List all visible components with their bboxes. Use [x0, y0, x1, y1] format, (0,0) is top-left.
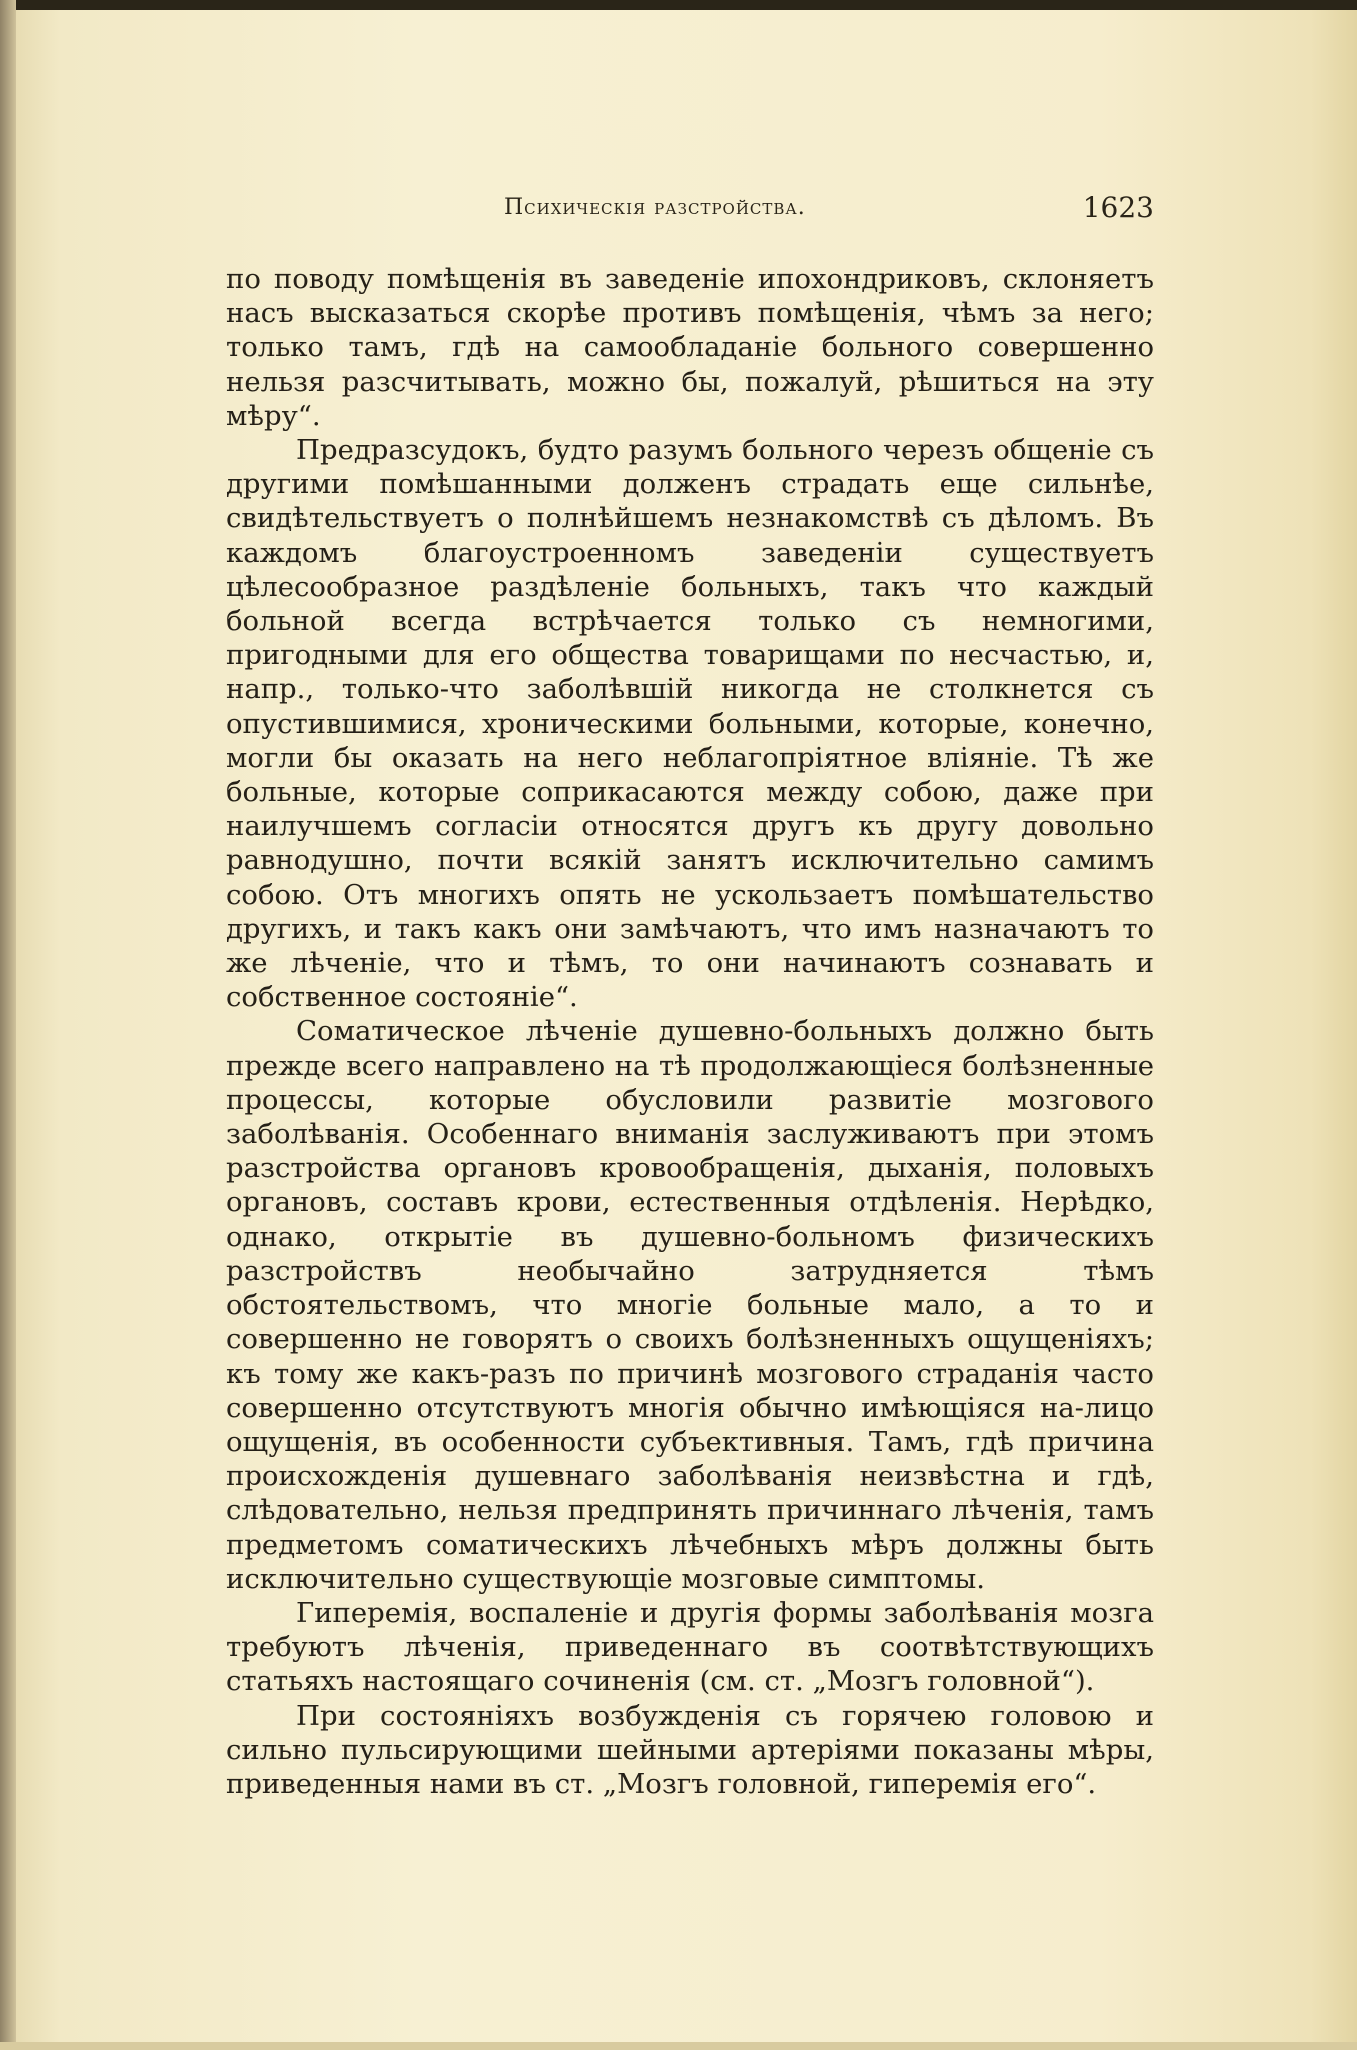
paragraph: Соматическое лѣченіе душевно-больныхъ должно быть прежде всего направлено на тѣ продолжающіеся болѣзненные процессы, которые обусловили развитіе мозгового заболѣванія. Особеннаго вниманія заслуживаютъ при этомъ разстройства органовъ кровообращенія, дыханія, половыхъ органовъ, составъ крови, естественныя отдѣленія. Нерѣдко, однако, открытіе въ душевно-больномъ физическихъ разстройствъ необычайно затрудняется тѣмъ обстоятельствомъ, что многіе больные мало, а то и совершенно не говорятъ о своихъ болѣзненныхъ ощущеніяхъ; къ тому же какъ-разъ по причинѣ мозгового страданія часто совершенно отсутствуютъ многія обычно имѣющіяся на-лицо ощущенія, въ особенности субъективныя. Тамъ, гдѣ причина происхожденія душевнаго заболѣванія неизвѣстна и гдѣ, слѣдовательно, нельзя предпринять причиннаго лѣченія, тамъ предметомъ соматическихъ лѣчебныхъ мѣръ должны быть исключительно существующіе мозговые симптомы. — [226, 1015, 1154, 1595]
scan-top-edge — [0, 0, 1357, 10]
paragraph-continuation: по поводу помѣщенія въ заведеніе ипохондриковъ, склоняетъ насъ высказаться скорѣе противъ помѣщенія, чѣмъ за него; только тамъ, гдѣ на самообладаніе больного совершенно нельзя разсчитывать, можно бы, пожалуй, рѣшиться на эту мѣру“. — [226, 263, 1154, 432]
paragraph: Предразсудокъ, будто разумъ больного черезъ общеніе съ другими помѣшанными долженъ страдать еще сильнѣе, свидѣтельствуетъ о полнѣйшемъ незнакомствѣ съ дѣломъ. Въ каждомъ благоустроенномъ заведеніи существуетъ цѣлесообразное раздѣленіе больныхъ, такъ что каждый больной всегда встрѣчается только съ немногими, пригодными для его общества товарищами по несчастью, и, напр., только-что заболѣвшій никогда не столкнется съ опустившимися, хроническими больными, которые, конечно, могли бы оказать на него неблагопріятное вліяніе. Тѣ же больные, которые соприкасаются между собою, даже при наилучшемъ согласіи относятся другъ къ другу довольно равнодушно, почти всякій занятъ исключительно самимъ собою. Отъ многихъ опять не ускользаетъ помѣшательство другихъ, и такъ какъ они замѣчаютъ, что имъ назначаютъ то же лѣченіе, что и тѣмъ, то они начинаютъ сознавать и собственное состояніе“. — [226, 434, 1154, 1014]
paragraph: При состояніяхъ возбужденія съ горячею головою и сильно пульсирующими шейными артеріями показаны мѣры, приведенныя нами въ ст. „Мозгъ головной, гиперемія его“. — [226, 1699, 1154, 1800]
scan-bottom-edge — [0, 2042, 1357, 2050]
running-title: Психическія разстройства. — [504, 195, 806, 220]
page-number: 1623 — [1082, 191, 1154, 224]
paragraph: Гиперемія, воспаленіе и другія формы заболѣванія мозга требуютъ лѣченія, приведеннаго въ соотвѣтствующихъ статьяхъ настоящаго сочиненія (см. ст. „Мозгъ головной“). — [226, 1596, 1154, 1698]
running-head — [226, 191, 1154, 231]
scan-left-edge — [0, 0, 16, 2050]
body-text — [226, 262, 1154, 1801]
